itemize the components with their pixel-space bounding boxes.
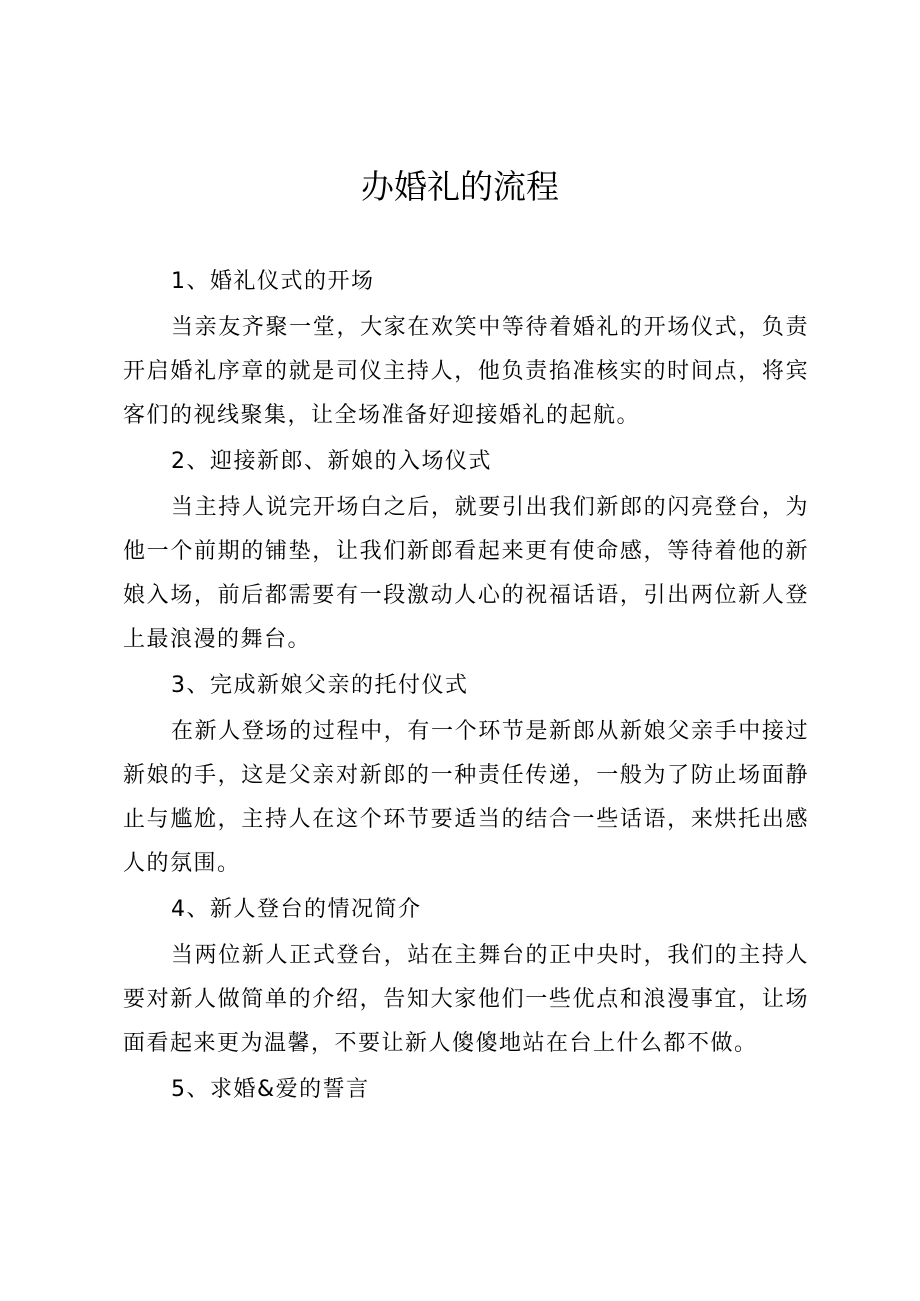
section-paragraph: 当亲友齐聚一堂，大家在欢笑中等待着婚礼的开场仪式，负责开启婚礼序章的就是司仪主持人，他负责掐准核实的时间点，将宾客们的视线聚集，让全场准备好迎接婚礼的起航。 (123, 315, 809, 428)
section-heading: 2、迎接新郎、新娘的入场仪式 (171, 449, 492, 474)
section-heading: 4、新人登台的情况简介 (171, 897, 422, 922)
section-heading: 1、婚礼仪式的开场 (171, 269, 375, 294)
section-2 (123, 438, 809, 662)
document-body (123, 258, 809, 1114)
section-paragraph: 当主持人说完开场白之后，就要引出我们新郎的闪亮登台，为他一个前期的铺垫，让我们新郎看起来更有使命感，等待着他的新娘入场，前后都需要有一段激动人心的祝福话语，引出两位新人登上最浪漫的舞台。 (123, 495, 809, 652)
section-1 (123, 258, 809, 438)
section-3 (123, 662, 809, 886)
document-title: 办婚礼的流程 (361, 167, 559, 206)
section-4 (123, 886, 809, 1066)
section-5 (123, 1066, 809, 1114)
section-heading: 3、完成新娘父亲的托付仪式 (171, 673, 469, 698)
section-paragraph: 在新人登场的过程中，有一个环节是新郎从新娘父亲手中接过新娘的手，这是父亲对新郎的一种责任传递，一般为了防止场面静止与尴尬，主持人在这个环节要适当的结合一些话语，来烘托出感人的氛围。 (123, 719, 809, 876)
section-heading: 5、求婚&爱的誓言 (171, 1077, 370, 1102)
section-paragraph: 当两位新人正式登台，站在主舞台的正中央时，我们的主持人要对新人做简单的介绍，告知大家他们一些优点和浪漫事宜，让场面看起来更为温馨，不要让新人傻傻地站在台上什么都不做。 (123, 943, 809, 1056)
